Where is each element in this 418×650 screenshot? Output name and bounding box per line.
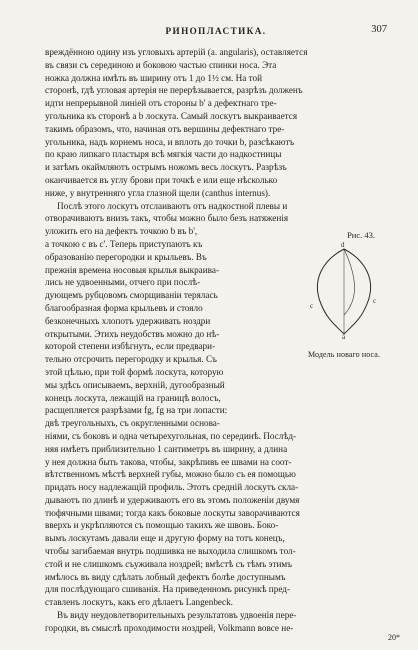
text-line: такимъ образомъ, что, начиная отъ вершины дефектнаго тре- (45, 123, 285, 134)
text-line: двѣ треугольныхъ, съ округленными основа- (45, 418, 220, 429)
text-with-figure (45, 225, 387, 417)
text-line: для послѣдующаго сшиванія. На приведенномъ рисункѣ пред- (45, 584, 291, 595)
text-line: ножка должна имѣть въ ширину отъ 1 до 1½ см. На той (45, 72, 263, 83)
text-line: Въ виду неудовлетворительныхъ результатовъ удвоенія пере- (57, 610, 297, 621)
text-line: городки, въ смыслѣ проходимости ноздрей, Volkmann вовсе не- (45, 622, 294, 633)
text-line: вверхъ и укрѣпляются съ помощью такихъ же швовъ. Боко- (45, 520, 279, 531)
text-line: дующемъ рубцовомъ сморщиваніи терялась (45, 290, 218, 301)
text-line: которой степени избѣгнуть, если предвари- (45, 341, 216, 352)
page-number: 307 (371, 24, 387, 35)
text-line: ставленъ лоскутъ, какъ его дѣлаетъ Langenbeck. (45, 597, 233, 608)
text-line: вреждённою одину изъ угловыхъ артерій (а. angularis), оставляется (45, 47, 308, 57)
text-line: ниже, у внутренняго угла глазной щели (canthus internus). (45, 187, 271, 198)
text-line: въ связи съ серединою и боковою частью спинки носа. Эта (45, 59, 277, 70)
text-line: конецъ лоскута, лежащій на границѣ волосъ, (45, 392, 221, 403)
text-line: вымъ лоскутамъ давали еще и другую форму на тотъ конецъ, (45, 533, 285, 544)
text-line: открытыми. Этихъ неудобствъ можно до нѣ- (45, 328, 220, 339)
text-line: идти непрерывной линіей отъ стороны b' а дефектнаго тре- (45, 98, 277, 109)
text-line: а точкою с въ c'. Теперь приступаютъ къ (45, 238, 203, 249)
text-line: угольника, надъ корнемъ носа, и вплоть до точки b, разсѣкаютъ (45, 136, 295, 147)
text-line: благообразная форма крыльевъ и стояло (45, 302, 203, 313)
text-line: придать носу надлежащій профиль. Этотъ средній лоскутъ скла- (45, 482, 299, 493)
text-line: тюфячными швами; тогда какъ боковые лоскуты заворачиваются (45, 507, 300, 518)
text-line: и затѣмъ окаймляютъ острымъ ножомъ весь лоскутъ. Разрѣзъ (45, 162, 287, 173)
wrapped-text (45, 225, 293, 417)
printer-signature: 20* (388, 633, 400, 642)
page-header (45, 26, 387, 40)
text-line: чтобы загибаемая внутрь подшивка не выходила слишкомъ тол- (45, 546, 296, 557)
figure-point-c-right: c (373, 296, 377, 305)
text-line: уложить его на дефектъ точкою b въ b', (45, 226, 198, 237)
text-line: этой цѣлью, при той формѣ лоскута, которую (45, 366, 224, 377)
text-line: дываютъ по длинѣ и удерживаютъ его въ этомъ положеніи двумя (45, 494, 300, 505)
figure-point-c-left: c (310, 301, 314, 310)
text-line: няя имѣетъ приблизительно 1 сантиметръ въ ширину, а длина (45, 443, 288, 454)
figure-label: Рис. 43. (347, 230, 375, 241)
text-line: у нея должна быть такова, чтобы, закрѣпивъ ее швами на соот- (45, 456, 292, 467)
text-line: прежнія времена носовыя крылья выкраива- (45, 264, 220, 275)
body-text (45, 46, 387, 635)
text-line: имѣлось въ виду сдѣлать лобный дефектъ болѣе доступнымъ (45, 571, 286, 582)
running-title: РИНОПЛАСТИКА. (165, 26, 267, 36)
text-line: ніями, съ боковъ и одна четырехугольная, по серединѣ. Послѣд- (45, 430, 297, 441)
text-line: мы здѣсь описываемъ, верхній, дугообразный (45, 379, 225, 390)
text-line: вѣтственномъ мѣстѣ верхней губы, можно было съ ея помощью (45, 469, 296, 480)
text-line: угольника къ сторонѣ a b лоскута. Самый лоскутъ выкраивается (45, 110, 298, 121)
figure-point-a: a (342, 332, 346, 340)
text-line: сторонѣ, гдѣ угловая артерія не перерѣзывается, разрѣзъ долженъ (45, 85, 303, 96)
figure-point-d: d (341, 241, 345, 249)
text-line: по краю липкаго пластыря всѣ мягкія части до надкостницы (45, 149, 282, 160)
figure-43 (301, 229, 387, 361)
text-line: тельно отсрочить перегородку и крылья. Съ (45, 354, 217, 365)
text-line: лись не удвоенными, отчего при послѣ- (45, 277, 201, 288)
flap-curve (344, 249, 355, 315)
text-line: безконечныхъ хлопотъ удерживать ноздри (45, 315, 211, 326)
text-line: стой и не слишкомъ съуживала ноздрей; вмѣстѣ съ тѣмъ этимъ (45, 558, 292, 569)
text-line: расщепляется разрѣзами fg, fg на три лопасти: (45, 405, 228, 416)
text-line: Послѣ этого лоскутъ отслаиваютъ отъ надкостной плевы и (57, 200, 288, 211)
text-line: образованію перегородки и крыльевъ. Въ (45, 251, 207, 262)
text-line: отворачиваютъ внизъ такъ, чтобы можно было безъ натяженія (45, 213, 289, 224)
text-line: оканчивается въ углу брови при точкѣ е или еще нѣсколько (45, 174, 278, 185)
nose-model-illustration (301, 242, 387, 340)
figure-caption: Модель новаго носа. (307, 349, 381, 359)
